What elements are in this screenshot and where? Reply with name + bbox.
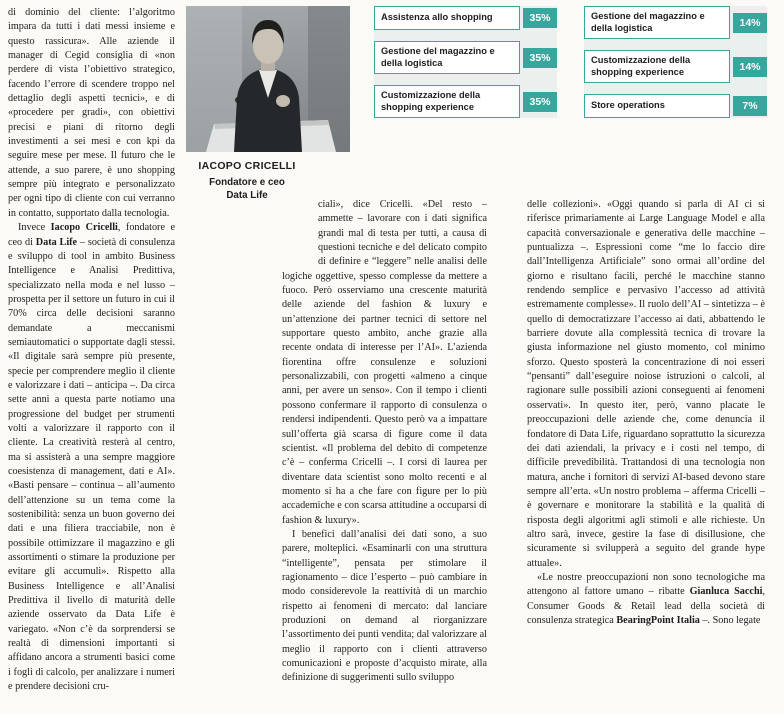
paragraph-text: , fondatore e ceo di [8, 222, 175, 248]
company-name-bold: Data Life [35, 236, 78, 248]
paragraph [8, 221, 175, 694]
chart-value-badge: 35% [523, 92, 557, 112]
caption-name: IACOPO CRICELLI [198, 160, 296, 172]
paragraph-text: –. Sono legate [699, 614, 761, 626]
caption-wrap-spacer [282, 198, 318, 256]
article-column-1 [8, 6, 175, 712]
paragraph-text: «Le nostre preoccupazioni non sono tecnologiche ma attengono al fattore umano – ribatte [527, 571, 765, 598]
company-name-bold: BearingPoint Italia [616, 614, 700, 626]
chart-value-badge: 14% [733, 13, 767, 33]
chart-row [374, 85, 557, 118]
paragraph-text: delle collezioni». «Oggi quando si parla di AI ci si riferisce primariamente ai Large Language Model e alla capacità conversazionale e generativa delle macchine – puntualizza –. Espressioni come “me lo faccio dire dall’Intelligenza Artificiale” sono ormai all’ordine del giorno e risultano facili, perché le macchine stanno rendendo semplice e pervasivo l’accesso ad attività estremamente complesse». Il ruolo dell’AI – sintetizza – è quello di democratizzare l’accesso ai dati, abbattendo le barriere dovute alla complessità tecnica di trovare la giusta informazione nel giusto momento, col minimo sforzo. Questo sposterà la concentrazione di noi esseri “pensanti” dall’eseguire noiose istruzioni o calcoli, al ragionare sulle possibili azioni conseguenti ai fenomeni osservati». In questo iter, però, vanno placate le preoccupazioni delle aziende che, come denuncia il fondatore di Data Life, riguardano soprattutto la sicurezza dei dati aziendali, la privacy e i costi nel tempo, di difficile prevedibilità. Trattandosi di una tecnologia non matura, anche i fornitori di servizi AI-based devono stare sempre all’erta. «Un nostro problema – afferma Cricelli – è governare e monitorare la stabilità e la qualità di risposta degli algoritmi agli stimoli e alle richieste. Un altro sarà, invece, gestire la fase di disillusione, che sicuramente si svilupperà a seguito del grande hype attuale». [527, 199, 765, 569]
chart-left [374, 6, 557, 118]
chart-row [374, 6, 557, 30]
person-name-bold: Iacopo Cricelli [50, 222, 118, 234]
paragraph-text: di dominio del cliente: l’algoritmo impara da tutti i dati messi insieme e questo rassicura». Alle aziende il manager di Cegid consiglia di «non perdere di vista l’obiettivo strategico, facendo l’errore di scendere troppo nel dettaglio degli aspetti tecnici», e di «procedere per gradi», con obiettivi precisi e piani di ritorno degli investimenti a sei mesi e con kpi da seguire mese per mese. Il futuro che le attende, a suo parere, è uno shopping sempre più integrato e personalizzato per ogni tipo di cliente con cui verranno in contatto, supportato dalla tecnologia. [8, 7, 175, 219]
chart-value-badge: 35% [523, 48, 557, 68]
chart-value-badge: 7% [733, 96, 767, 116]
chart-value-badge: 35% [523, 8, 557, 28]
paragraph [282, 528, 487, 686]
paragraph-text: , Consumer Goods & Retail lead della società di consulenza strategica [527, 586, 765, 626]
article-column-2 [282, 198, 487, 712]
caption-role: Fondatore e ceo [209, 177, 285, 188]
chart-label: Assistenza allo shopping [374, 6, 520, 30]
chart-value-badge: 14% [733, 57, 767, 77]
paragraph-text: – società di consulenza e sviluppo di tool in ambito Business Intelligence e Analisi Predittiva, specializzato nella moda e nel lusso – prospetta per il settore un futuro in cui il 70% circa delle decisioni saranno demandate a meccanismi semiautomatici o supportate dagli stessi. «Il digitale sarà sempre più presente, specie per comprendere meglio il cliente e valorizzare i dati – anticipa –. Da circa sette anni a questa parte notiamo una progressione del budget per strumenti volti a valorizzare il rapporto con il cliente. La creatività resterà al centro, ma si assisterà a una sempre maggiore coesistenza di management, dati e AI». «Basti pensare – continua – all’aumento dell’attenzione su un tema come la sostenibilità: senza un buon governo dei dati e una filiera tracciabile, non è possibile ottimizzare il magazzino e gli assortimenti o stimare la produzione per evitare gli accumuli». Rispetto alla Business Intelligence e all’Analisi Predittiva il livello di maturità delle aziende osservato da Data Life è variegato. «Non c’è da sorprendersi se realtà di dimensioni importanti si affidano ancora a strumenti basici come i fogli di calcolo, per analizzare i numeri e prendere decisioni cru- [8, 236, 175, 693]
chart-row [584, 6, 767, 39]
chart-row [374, 41, 557, 74]
chart-row [584, 50, 767, 83]
paragraph [8, 6, 175, 221]
paragraph-text: I benefici dall’analisi dei dati sono, a suo parere, molteplici. «Esaminarli con una struttura “intelligente”, pensata per stimolare il ragionamento – dice l’esperto – può cambiare in modo considerevole la reattività di un marchio rispetto ai fenomeni di mercato: dal lanciare produzioni on demand al riorganizzare l’assortimento dei punti vendita; dal valorizzare al meglio il rapporto con i clienti attraverso comunicazioni e proposte d’acquisto mirate, alla definizione di suggerimenti sullo sviluppo [282, 528, 487, 684]
paragraph-text: Invece [18, 222, 51, 234]
photo-illustration [186, 6, 350, 152]
photo-caption [182, 160, 312, 202]
chart-label: Gestione del magazzino e della logistica [584, 6, 730, 39]
chart-label: Customizzazione della shopping experience [584, 50, 730, 83]
chart-right [584, 6, 767, 118]
paragraph-text: ciali», dice Cricelli. «Del resto – ammette – lavorare con i dati significa grandi mal di testa per tutti, a causa di questioni tecniche e del delicato compito di definire e “leggere” nelle analisi delle logiche oggettive, spesso complesse da mettere a fuoco. Però osserviamo una crescente maturità delle aziende del fashion & luxury e un’attenzione dei partner tecnici di settore nel supportare questo ambito, anche grazie alla recente ondata di interesse per l’AI». L’azienda fiorentina offre consulenze e soluzioni personalizzabili, con progetti «almeno a cinque anni, per avere un senso». Con il tempo i clienti possono confermare il rapporto di consulenza o rendersi indipendenti. Questo però va a impattare sull’offerta già scarsa di figure come il data scientist. «Il problema del debito di competenze c’è – conferma Cricelli –. I corsi di laurea per diventare data scientist sono molto recenti e al momento si ha a che fare con figure per lo più accademiche e con scarsa attitudine a occuparsi di fashion & luxury». [282, 199, 487, 526]
chart-label: Customizzazione della shopping experience [374, 85, 520, 118]
person-name-bold: Gianluca Sacchi [689, 586, 763, 598]
paragraph [527, 198, 765, 571]
chart-label: Store operations [584, 94, 730, 118]
chart-label: Gestione del magazzino e della logistica [374, 41, 520, 74]
paragraph [527, 571, 765, 628]
caption-org: Data Life [226, 190, 268, 201]
iacopo-cricelli-photo [186, 6, 350, 152]
article-column-3 [527, 198, 765, 712]
chart-row [584, 94, 767, 118]
